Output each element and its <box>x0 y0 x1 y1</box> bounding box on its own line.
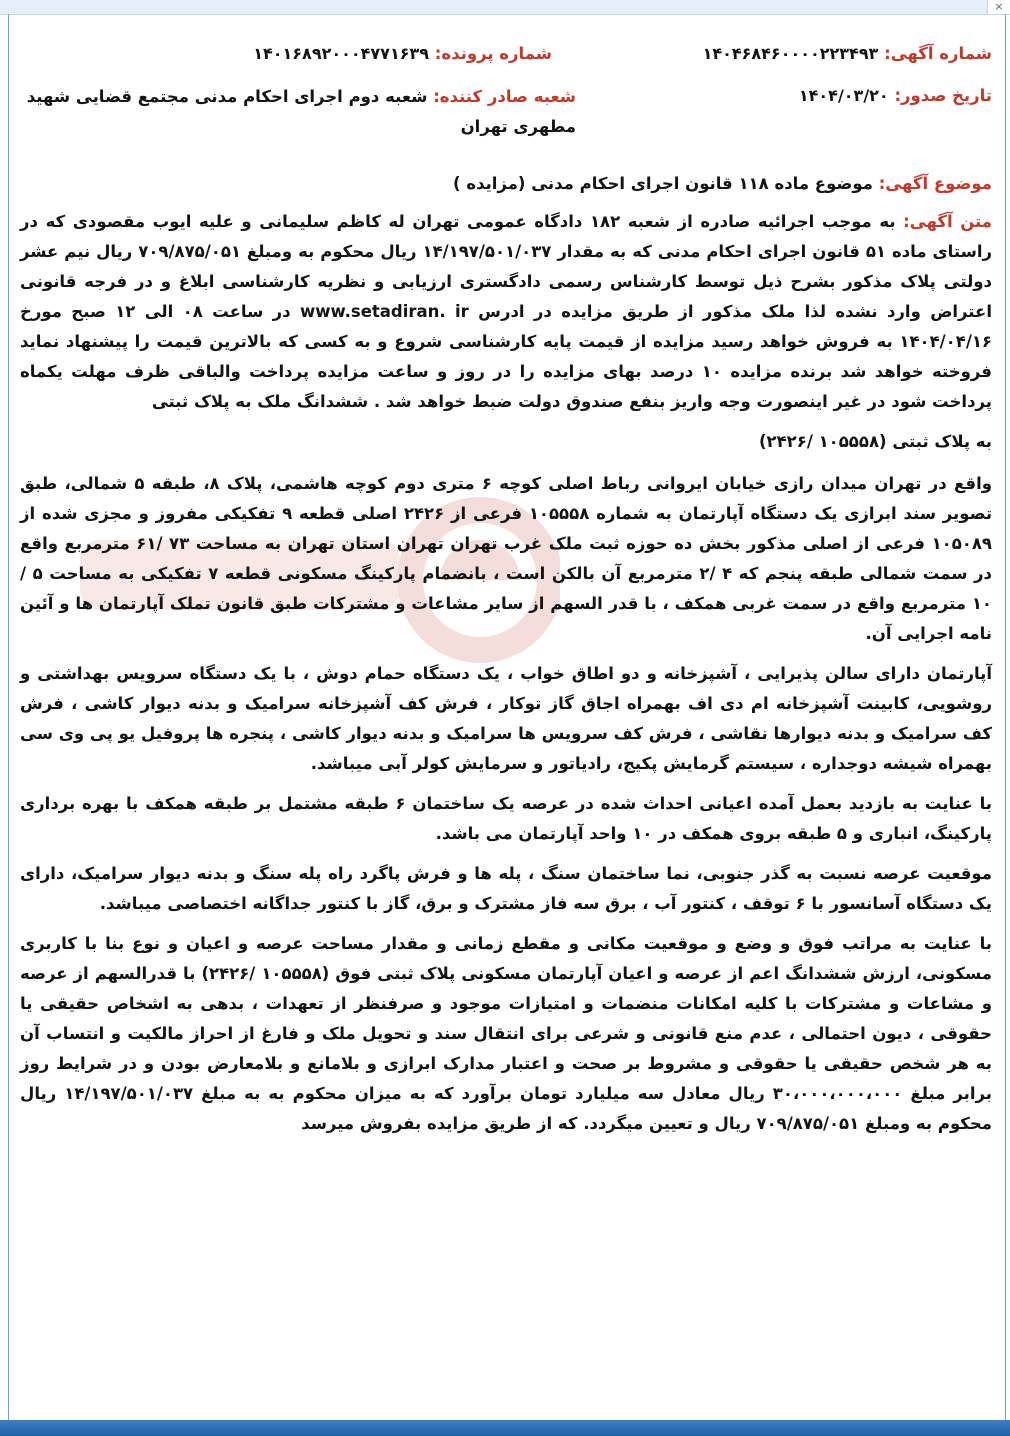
building-description: با عنایت به بازدید بعمل آمده اعیانی احداث شده در عرصه یک ساختمان ۶ طبقه مشتمل بر طبقه همکف با بهره برداری پارکینگ، انباری و ۵ طبقه بروی همکف در ۱۰ واحد آپارتمان می باشد. <box>20 794 992 843</box>
issuing-branch <box>20 82 576 142</box>
notice-subject <box>20 174 992 193</box>
close-icon[interactable]: × <box>987 0 1010 14</box>
case-number-label: شماره پرونده: <box>434 44 552 63</box>
property-location: واقع در تهران میدان رازی خیابان ایروانی رباط اصلی کوچه ۶ متری دوم کوچه هاشمی، پلاک ۸، طبقه ۵ شمالی، طبق تصویر سند ابرازی یک دستگاه آپارتمان به شماره ۱۰۵۵۵۸ فرعی از ۲۴۲۶ اصلی قطعه ۹ تفکیکی مفروز و مجزی شده از ۱۰۵۰۸۹ فرعی از اصلی مذکور بخش ده حوزه ثبت ملک غرب تهران تهران استان تهران به مساحت ۷۳ /۶۱ مترمربع واقع در سمت شمالی طبقه پنجم که ۴ /۲ مترمربع آن بالکن است ، بانضمام پارکینگ مسکونی قطعه ۷ تفکیکی به مساحت ۵ /۱۰ مترمربع واقع در سمت غربی همکف ، با قدر السهم از سایر مشاعات و مشترکات طبق قانون تملک آپارتمان ها و آئین نامه اجرایی آن. <box>20 474 993 643</box>
issuing-branch-label: شعبه صادر کننده: <box>433 87 576 106</box>
body-intro-text: به موجب اجرائیه صادره از شعبه ۱۸۲ دادگاه عمومی تهران له کاظم سلیمانی و علیه ایوب مقصودی که در راستای ماده ۵۱ قانون اجرای احکام مدنی که به مقدار ۱۴/۱۹۷/۵۰۱/۰۳۷ ریال محکوم به ومبلغ ۷۰۹/۸۷۵/۰۵۱ ریال نیم عشر دولتی پلاک مذکور بشرح ذیل توسط کارشناس رسمی دادگستری ارزیابی و نظریه کارشناسی ابلاغ و در فرجه قانونی اعتراض وارد نشده لذا ملک مذکور از طریق مزایده در ادرس www.setadiran. ir در ساعت ۰۸ الی ۱۲ صبح مورخ ۱۴۰۴/۰۴/۱۶ به فروش خواهد رسید مزایده از قیمت پایه کارشناسی شروع و به کسی که بالاترین قیمت را پیشنهاد نماید فروخته خواهد شد برنده مزایده ۱۰ درصد بهای مزایده را در روز و ساعت مزایده پرداخت والباقی ظرف مهلت یکماه پرداخت شود در غیر اینصورت وجه واریز بنفع صندوق دولت ضبط خواهد شد . ششدانگ ملک به پلاک ثبتی <box>20 212 992 411</box>
case-number <box>22 44 552 63</box>
notice-document <box>20 36 992 1416</box>
notice-number-label: شماره آگهی: <box>884 44 992 63</box>
valuation-paragraph: با عنایت به مراتب فوق و وضع و موقعیت مکانی و مقطع زمانی و مقدار مساحت عرصه و اعیان و نوع بنا با کاربری مسکونی، ارزش ششدانگ اعم از عرصه و اعیان آپارتمان مسکونی پلاک ثبتی فوق (۱۰۵۵۵۸ /۲۴۲۶) با قدرالسهم از عرصه و مشاعات و مشترکات با کلیه امکانات منضمات و امتیازات موجود و صرفنظر از تعهدات ، بدهی به اشخاص حقیقی یا حقوقی ، دیون احتمالی ، عدم منع قانونی و شرعی برای انتقال سند و تحویل ملک و فارغ از احراز مالکیت و انتساب آن به هر شخص حقیقی یا حقوقی و مشروط بر صحت و اعتبار مدارک ابرازی و بلامانع و بلامعارض بودن و در شرایط روز برابر مبلغ ۳۰،۰۰۰،۰۰۰،۰۰۰ ریال معادل سه میلیارد تومان برآورد که به میزان محکوم به به مبلغ ۱۴/۱۹۷/۵۰۱/۰۳۷ ریال محکوم به ومبلغ ۷۰۹/۸۷۵/۰۵۱ ریال و تعیین میگردد. که از طریق مزایده بفروش میرسد <box>20 934 992 1133</box>
site-situation: موقعیت عرصه نسبت به گذر جنوبی، نما ساختمان سنگ ، پله ها و فرش پاگرد راه پله سنگ و بدنه دیوار سرامیک، دارای یک دستگاه آسانسور با ۶ توقف ، کنتور آب ، برق سه فاز مشترک و برق، گاز با کنتور جداگانه اختصاصی میباشد. <box>20 864 992 913</box>
apartment-features: آپارتمان دارای سالن پذیرایی ، آشپزخانه و دو اطاق خواب ، یک دستگاه حمام دوش ، با یک دستگاه سرویس بهداشتی و روشویی، کابینت آشپزخانه ام دی اف بهمراه اجاق گاز توکار ، فرش کف آشپزخانه سرامیک و بدنه دیوار کاشی ، فرش کف سرامیک و بدنه دیوارها نقاشی ، فرش کف سرویس ها سرامیک و بدنه دیوار کاشی ، پنجره ها پروفیل یو پی وی سی بهمراه شیشه دوجداره ، سیستم گرمایش پکیج، رادیاتور و سرمایش کولر آبی میباشد. <box>20 664 992 773</box>
bottom-bar <box>0 1420 1010 1436</box>
header-row-2 <box>20 82 992 174</box>
issue-date <box>799 86 992 105</box>
window-title-bar <box>0 0 1010 15</box>
issue-date-value: ۱۴۰۴/۰۳/۲۰ <box>798 86 889 105</box>
subject-text: موضوع ماده ۱۱۸ قانون اجرای احکام مدنی (مزایده ) <box>453 174 873 193</box>
case-number-value: ۱۴۰۱۶۸۹۲۰۰۰۴۷۷۱۶۳۹ <box>253 44 429 63</box>
notice-number-value: ۱۴۰۴۶۸۴۶۰۰۰۰۲۲۳۴۹۳ <box>702 44 879 63</box>
notice-intro <box>20 207 992 417</box>
body-label: متن آگهی: <box>903 212 993 231</box>
plate-number: به پلاک ثبتی (۱۰۵۵۵۸ /۲۴۲۶) <box>758 432 992 451</box>
notice-number <box>703 44 992 63</box>
issue-date-label: تاریخ صدور: <box>894 86 992 105</box>
header-row-1 <box>20 36 992 82</box>
subject-label: موضوع آگهی: <box>878 174 992 193</box>
issuing-branch-value: شعبه دوم اجرای احکام مدنی مجتمع قضایی شهید مطهری تهران <box>26 87 576 136</box>
